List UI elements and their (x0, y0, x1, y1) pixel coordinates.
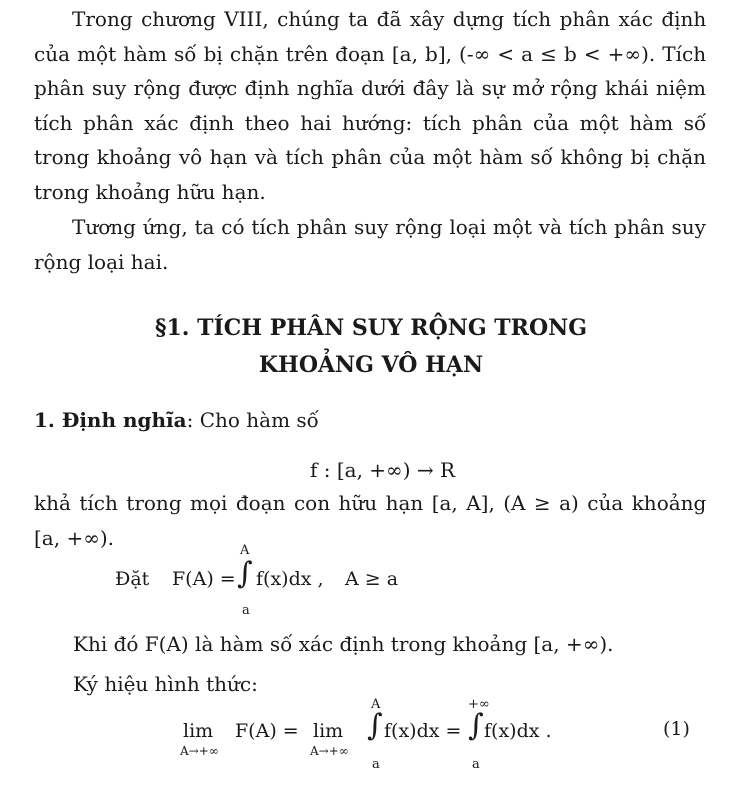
integrand: f(x)dx , (256, 568, 324, 590)
lim-sub-1: A→+∞ (180, 744, 219, 758)
intro-line: trong khoảng vô hạn và tích phân của một hàm số không bị chặn (34, 145, 706, 169)
lower-limit: a (242, 603, 250, 618)
upper-limit: A (240, 543, 250, 558)
integrable-line: [a, +∞). (34, 525, 115, 550)
FA-eq: F(A) = (235, 720, 299, 742)
upper-A-2: A (371, 697, 381, 712)
fxdx-eq: f(x)dx = (384, 720, 462, 742)
intro2-paragraph (34, 210, 706, 279)
lim-sub-2: A→+∞ (310, 744, 349, 758)
intro-paragraph (34, 2, 706, 209)
set-word: Đặt (115, 568, 150, 590)
lower-a-2: a (372, 757, 380, 772)
lower-a-3: a (472, 757, 480, 772)
integrable-line: khả tích trong mọi đoạn con hữu hạn [a, A], (A ≥ a) của khoảng (34, 491, 707, 515)
mapping-formula: f : [a, +∞) → R (310, 458, 456, 482)
condition: A ≥ a (345, 568, 399, 590)
intro-line: trong khoảng hữu hạn. (34, 179, 266, 204)
section-title-line2: KHOẢNG VÔ HẠN (258, 352, 484, 378)
intro-line: tích phân xác định theo hai hướng: tích phân của một hàm số (34, 110, 707, 135)
section-title-line1: §1. TÍCH PHÂN SUY RỘNG TRONG (154, 315, 588, 341)
definition-label: 1. Định nghĩa (34, 408, 187, 432)
intro2-line: Tương ứng, ta có tích phân suy rộng loại một và tích phân suy (72, 215, 706, 239)
intro2-line: rộng loại hai. (34, 249, 169, 274)
khi-do-line: Khi đó F(A) là hàm số xác định trong khoảng [a, +∞). (73, 632, 614, 656)
equation-number: (1) (663, 718, 690, 740)
lim-1: lim (183, 720, 214, 742)
definition-text: : Cho hàm số (186, 408, 319, 432)
fxdx-end: f(x)dx . (484, 720, 552, 742)
lim-2: lim (313, 720, 344, 742)
integral-sign-icon: ∫ (367, 708, 383, 743)
intro-line: của một hàm số bị chặn trên đoạn [a, b], (-∞ < a ≤ b < +∞). Tích (34, 41, 707, 66)
definition-intro (34, 408, 319, 432)
F-lhs: F(A) = (172, 568, 236, 590)
intro-line: phân suy rộng được định nghĩa dưới đây là sự mở rộng khái niệm (34, 76, 706, 100)
ky-hieu-line: Ký hiệu hình thức: (73, 672, 258, 696)
integral-sign-icon: ∫ (237, 556, 253, 591)
intro-line: Trong chương VIII, chúng ta đã xây dựng tích phân xác định (72, 7, 707, 31)
integral-sign-icon: ∫ (468, 708, 484, 743)
upper-inf: +∞ (468, 697, 490, 712)
integrable-paragraph (34, 486, 706, 555)
